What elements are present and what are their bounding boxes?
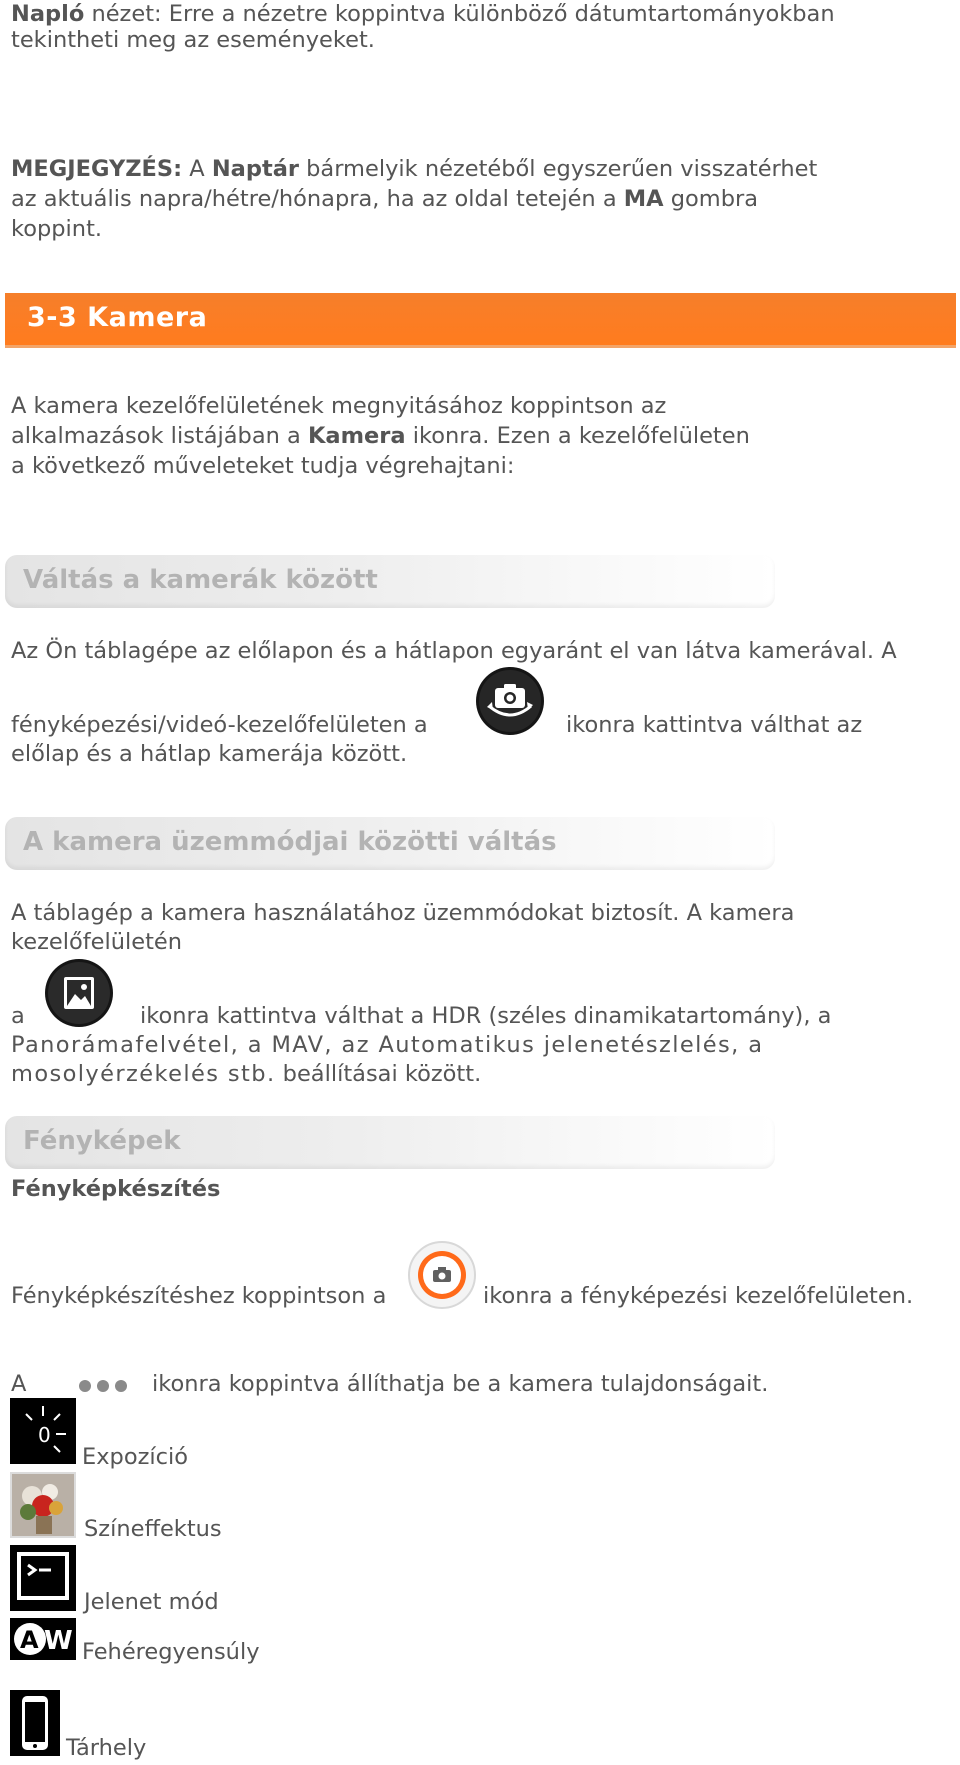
note-ma: MA [623, 186, 664, 212]
svg-text:A: A [20, 1626, 39, 1654]
section-title: 3-3 Kamera [27, 302, 208, 333]
switch-cameras-line-2a: fényképezési/videó-kezelőfelületen a [11, 712, 428, 738]
note-line-2-b: gombra [663, 186, 759, 212]
camera-intro-line-2 [11, 422, 750, 451]
settings-item-label: Tárhely [66, 1735, 147, 1761]
photos-heading-bar [5, 1116, 775, 1169]
photo-take-line-a: Fényképkészítéshez koppintson a [11, 1283, 387, 1309]
note-label: MEGJEGYZÉS: [11, 156, 183, 182]
section-header-bar [5, 293, 956, 348]
intro-line-2: tekintheti meg az eseményeket. [11, 27, 375, 53]
settings-item-label: Jelenet mód [84, 1589, 219, 1615]
modes-line-4: Panorámafelvétel, a MAV, az Automatikus jelenetészlelés, a [11, 1032, 764, 1058]
camera-modes-heading-bar [5, 817, 775, 870]
switch-cameras-heading: Váltás a kamerák között [23, 565, 378, 595]
modes-line-2: kezelőfelületén [11, 929, 183, 955]
mode-switch-icon [44, 958, 114, 1028]
note-line-1 [11, 155, 817, 184]
color-effect-icon [10, 1472, 76, 1538]
svg-text:W: W [44, 1626, 73, 1656]
note-line-3: koppint. [11, 216, 103, 242]
switch-camera-icon [475, 666, 545, 736]
exposure-icon [10, 1398, 76, 1464]
settings-item-label: Fehéregyensúly [82, 1639, 260, 1665]
note-text-b: bármelyik nézetéből egyszerűen visszatérhet [298, 156, 818, 182]
camera-intro-line-3: a következő műveleteket tudja végrehajtani: [11, 453, 515, 479]
camera-intro-2a: alkalmazások listájában a [11, 423, 308, 449]
settings-item-label: Expozíció [82, 1444, 189, 1470]
note-text-a: A [182, 156, 212, 182]
storage-icon [10, 1690, 60, 1756]
settings-line-b: ikonra koppintva állíthatja be a kamera tulajdonságait. [152, 1371, 769, 1397]
modes-line-1: A táblagép a kamera használatához üzemmódokat biztosít. A kamera [11, 900, 795, 926]
photos-heading: Fényképek [23, 1126, 181, 1156]
svg-text:0: 0 [38, 1423, 51, 1447]
camera-term: Kamera [307, 423, 406, 449]
shutter-icon [407, 1240, 477, 1310]
modes-line-3b: ikonra kattintva válthat a HDR (széles dinamikatartomány), a [140, 1003, 832, 1029]
scene-mode-icon [10, 1545, 76, 1611]
naplo-term: Napló [11, 1, 85, 27]
camera-intro-line-1: A kamera kezelőfelületének megnyitásához koppintson az [11, 393, 667, 419]
photo-taking-subheading: Fényképkészítés [11, 1176, 221, 1202]
intro-line-1-text: nézet: Erre a nézetre koppintva különböző dátumtartományokban [84, 1, 835, 27]
modes-line-5a: mosolyérzékelés stb. [11, 1061, 276, 1087]
settings-line-a: A [11, 1371, 27, 1397]
switch-cameras-heading-bar [5, 555, 775, 608]
more-options-icon [78, 1378, 132, 1392]
note-line-2 [11, 185, 758, 214]
camera-intro-2b: ikonra. Ezen a kezelőfelületen [405, 423, 750, 449]
switch-cameras-line-3: előlap és a hátlap kamerája között. [11, 741, 408, 767]
photo-take-line-b: ikonra a fényképezési kezelőfelületen. [483, 1283, 914, 1309]
camera-modes-heading: A kamera üzemmódjai közötti váltás [23, 827, 557, 857]
white-balance-icon [10, 1618, 76, 1660]
switch-cameras-line-1: Az Ön táblagépe az előlapon és a hátlapon egyaránt el van látva kamerával. A [11, 638, 897, 664]
modes-line-3a: a [11, 1003, 25, 1029]
settings-item-label: Színeffektus [84, 1516, 222, 1542]
note-naptar: Naptár [211, 156, 299, 182]
intro-line-1 [11, 0, 835, 29]
note-line-2-a: az aktuális napra/hétre/hónapra, ha az oldal tetején a [11, 186, 624, 212]
modes-line-5 [11, 1060, 481, 1089]
modes-line-5b: beállításai között. [275, 1061, 482, 1087]
switch-cameras-line-2b: ikonra kattintva válthat az [566, 712, 863, 738]
